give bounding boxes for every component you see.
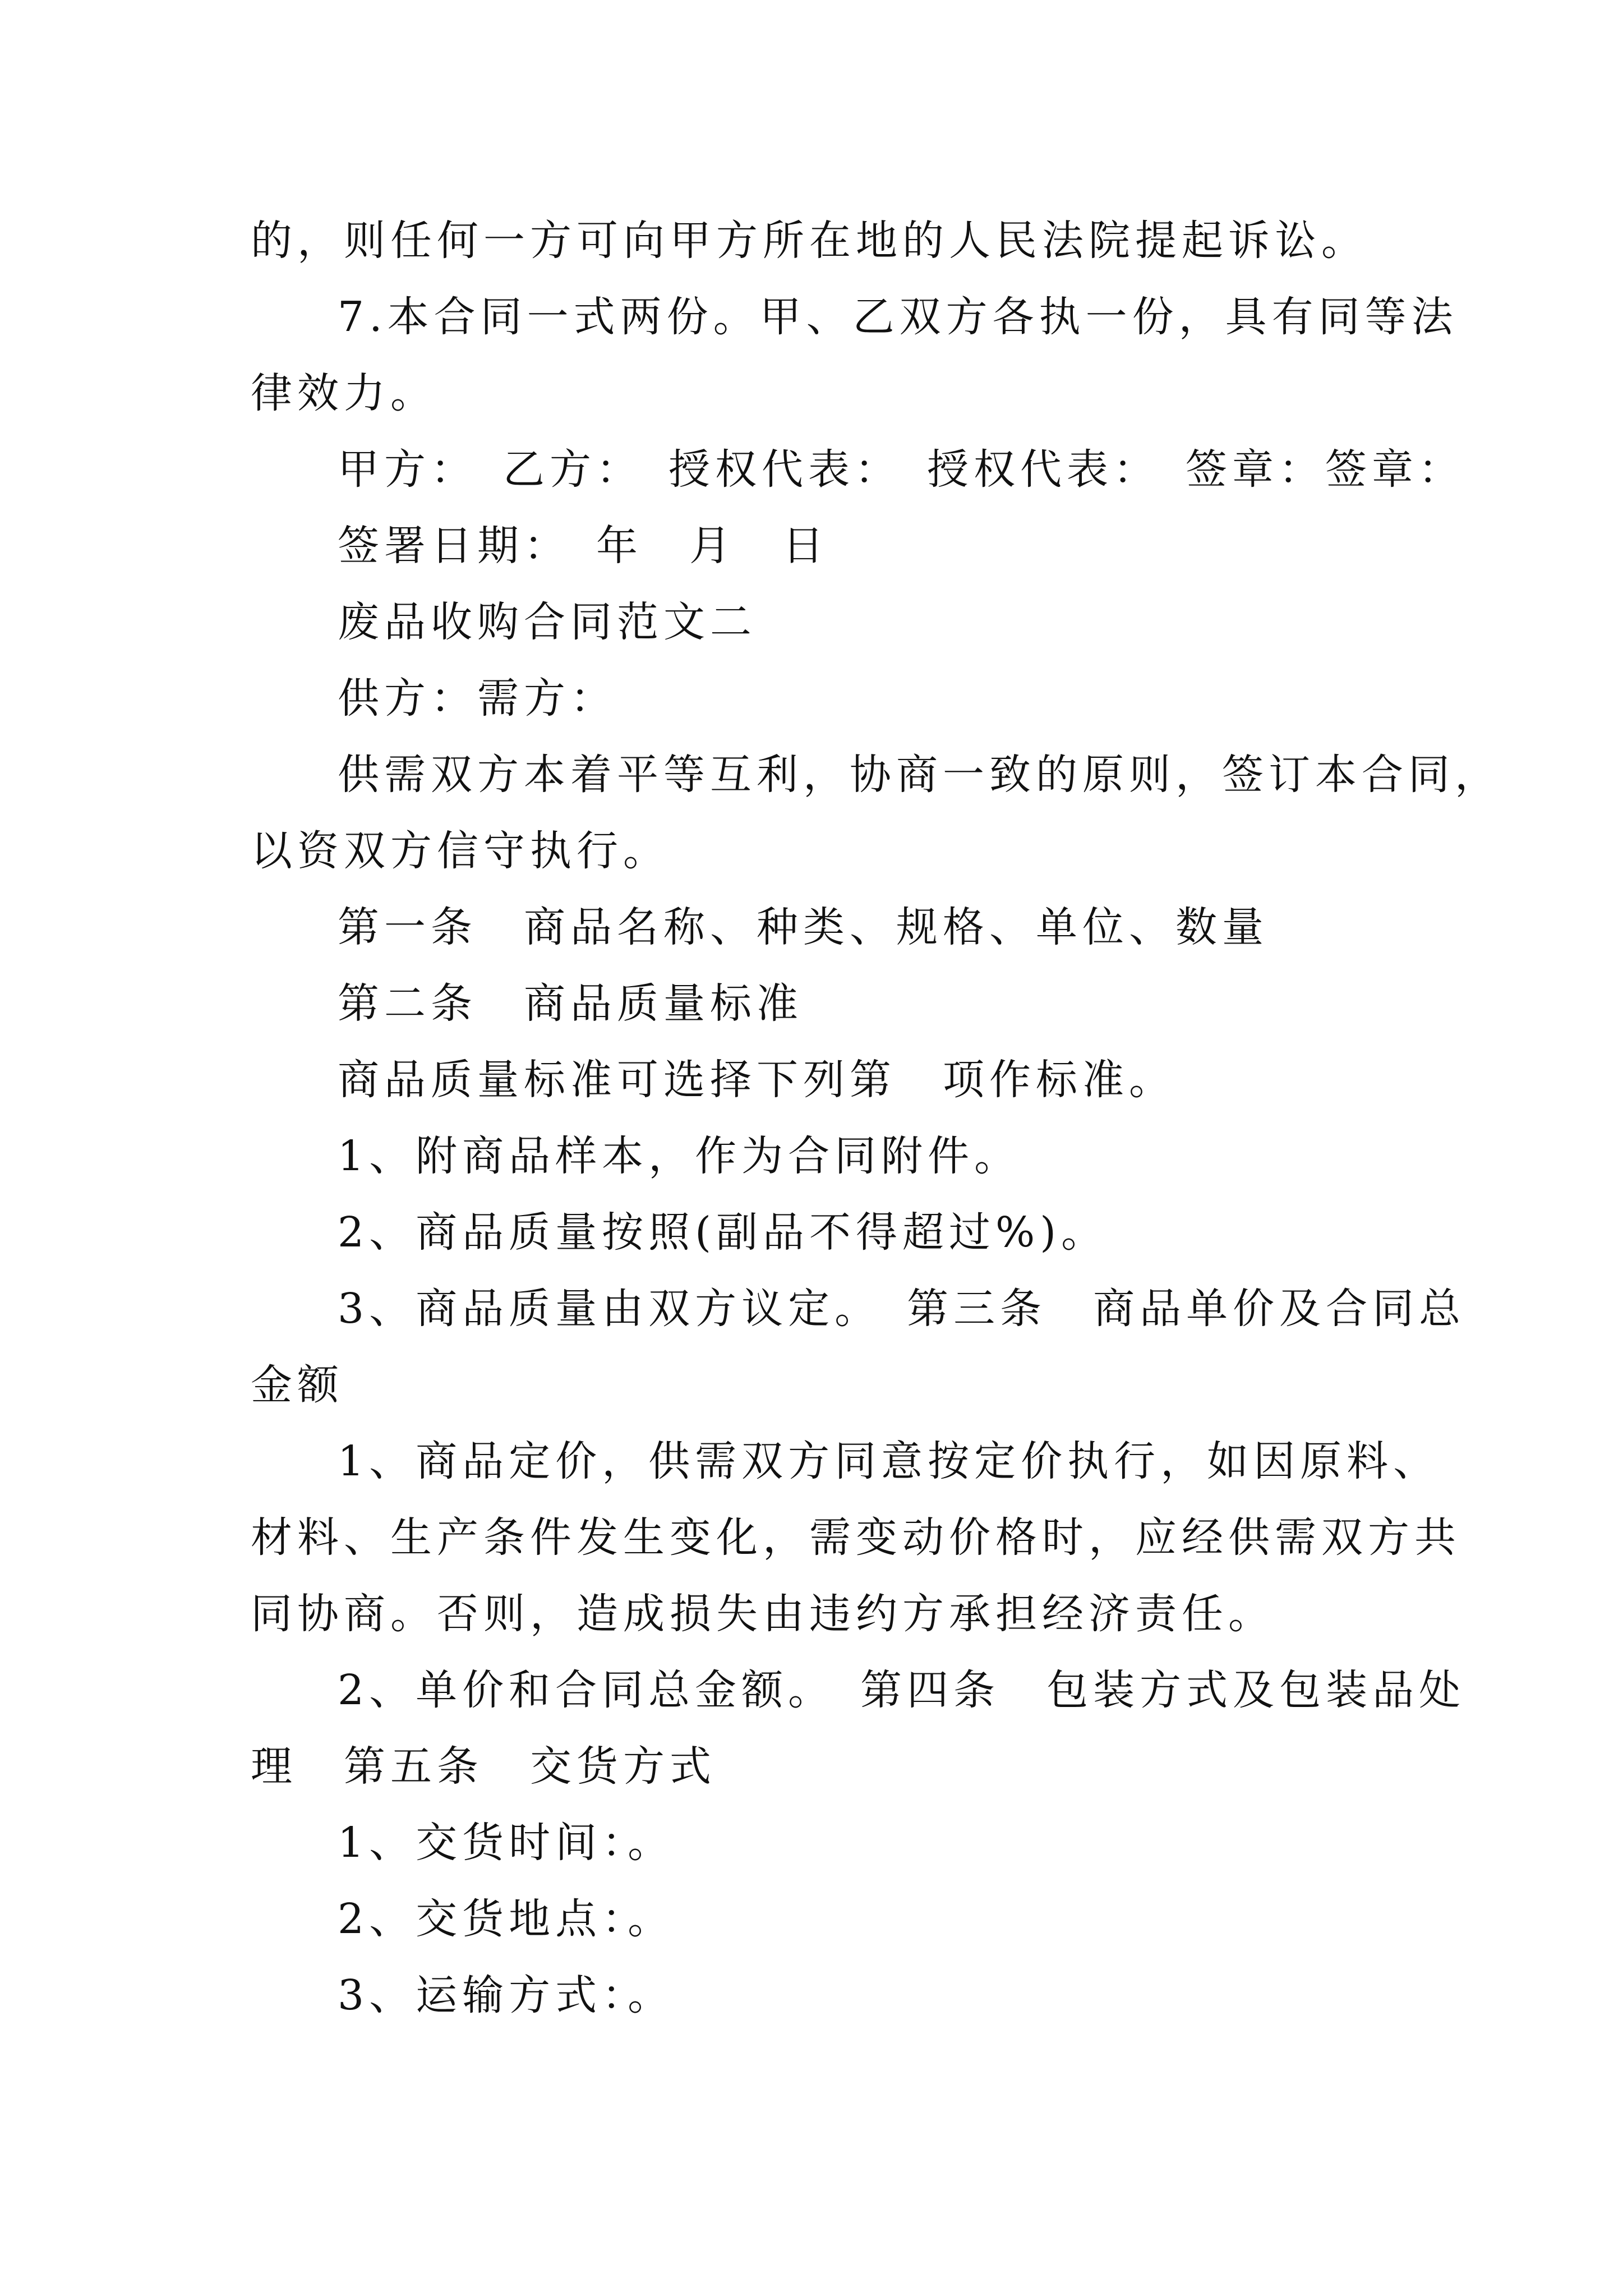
list-item: 1、商品定价，供需双方同意按定价执行，如因原料、 [338, 1437, 1440, 1485]
text-line: 金额 [251, 1361, 344, 1409]
list-item: 3、运输方式：。 [338, 1971, 675, 2019]
list-item: 1、交货时间：。 [338, 1819, 675, 1867]
text-line: 供方：需方： [338, 674, 617, 723]
text-line: 7.本合同一式两份。甲、乙双方各执一份，具有同等法 [338, 293, 1458, 341]
text-line: 的，则任何一方可向甲方所在地的人民法院提起诉讼。 [251, 217, 1368, 265]
list-item: 2、商品质量按照(副品不得超过%)。 [338, 1208, 1108, 1257]
section-heading: 废品收购合同范文二 [338, 598, 757, 646]
text-line: 理 第五条 交货方式 [251, 1742, 716, 1791]
text-line: 以资双方信守执行。 [251, 827, 670, 875]
text-line: 商品质量标准可选择下列第 项作标准。 [338, 1056, 1175, 1104]
text-line: 甲方： 乙方： 授权代表： 授权代表： 签章：签章： [338, 445, 1465, 494]
list-item: 3、商品质量由双方议定。 第三条 商品单价及合同总 [338, 1285, 1466, 1333]
clause-heading: 第二条 商品质量标准 [338, 979, 803, 1028]
list-item: 1、附商品样本，作为合同附件。 [338, 1132, 1021, 1180]
list-item: 2、单价和合同总金额。 第四条 包装方式及包装品处 [338, 1666, 1466, 1714]
text-line: 材料、生产条件发生变化，需变动价格时，应经供需双方共 [251, 1513, 1461, 1562]
list-item: 2、交货地点：。 [338, 1895, 675, 1943]
text-line: 供需双方本着平等互利，协商一致的原则，签订本合同， [338, 751, 1501, 799]
clause-heading: 第一条 商品名称、种类、规格、单位、数量 [338, 903, 1269, 951]
text-line: 同协商。否则，造成损失由违约方承担经济责任。 [251, 1590, 1275, 1638]
text-line: 律效力。 [251, 369, 437, 417]
text-line: 签署日期： 年 月 日 [338, 522, 829, 570]
